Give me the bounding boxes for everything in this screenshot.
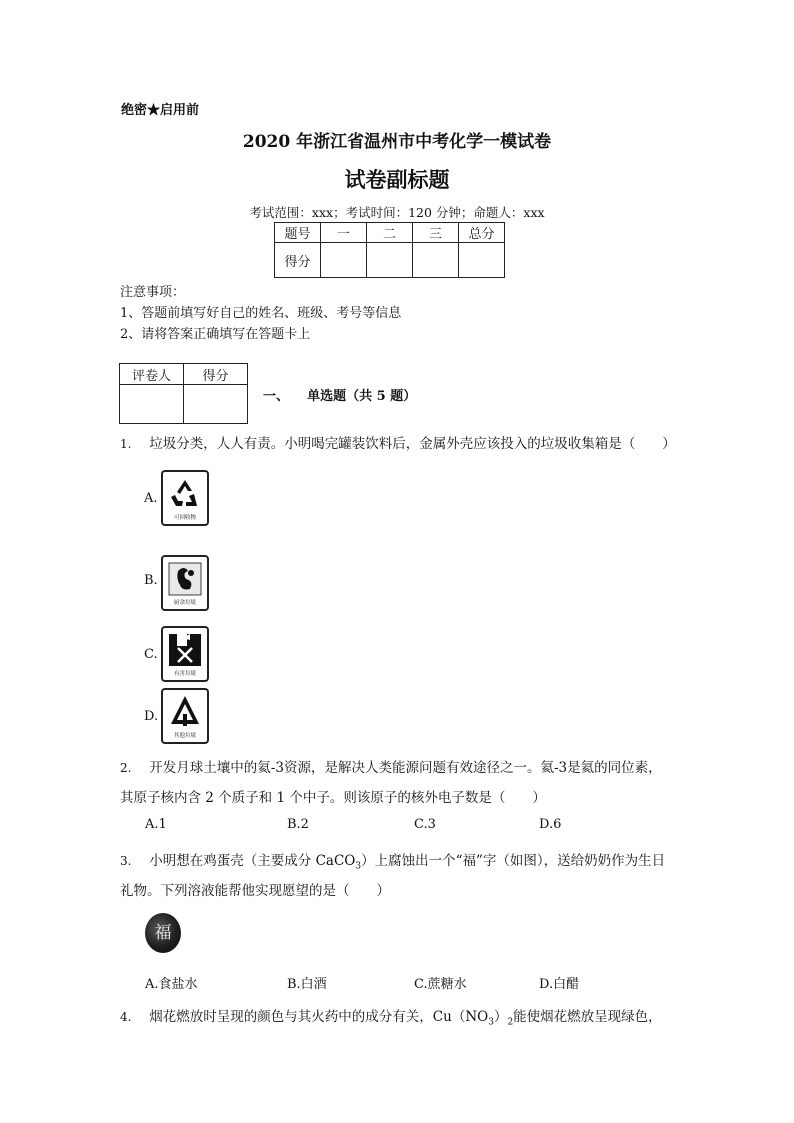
score-cell[interactable]: [367, 243, 413, 278]
question-number: 3.: [120, 854, 132, 868]
question-text-cont: ）上腐蚀出一个“福”字（如图），送给奶奶作为生日: [361, 853, 666, 869]
subscript: 3: [488, 1017, 494, 1028]
score-row-label: 得分: [275, 243, 321, 278]
score-cell[interactable]: [321, 243, 367, 278]
choice-c[interactable]: C.3: [414, 817, 436, 832]
hazardous-waste-bin-icon[interactable]: [161, 626, 209, 682]
choice-d[interactable]: D.6: [539, 817, 562, 832]
kitchen-waste-bin-icon[interactable]: [161, 555, 209, 611]
section-number: 一、: [263, 389, 290, 404]
question-2: [120, 756, 662, 776]
choice-b[interactable]: B.白酒: [287, 977, 327, 992]
score-header-cell: 二: [367, 223, 413, 243]
note-item: 1、答题前填写好自己的姓名、班级、考号等信息: [120, 306, 402, 321]
question-text: 垃圾分类，人人有责。小明喝完罐装饮料后，金属外壳应该投入的垃圾收集箱是（ ）: [149, 436, 676, 452]
question-2-line2: 其原子核内含 2 个质子和 1 个中子。则该原子的核外电子数是（ ）: [120, 790, 546, 806]
choice-d[interactable]: D.白醋: [539, 977, 580, 992]
recycle-bin-icon[interactable]: [161, 470, 209, 526]
exam-subtitle: 试卷副标题: [344, 167, 450, 192]
grader-header-cell: 得分: [184, 364, 248, 385]
question-number: 2.: [120, 761, 132, 775]
section-title: 单选题（共 5 题）: [307, 389, 417, 404]
question-text: 小明想在鸡蛋壳（主要成分 CaCO: [149, 853, 356, 869]
option-a-label: A.: [144, 491, 158, 506]
bin-caption: 有害垃圾: [173, 671, 197, 677]
exam-info: 考试范围：xxx；考试时间：120 分钟；命题人：xxx: [249, 205, 545, 220]
note-item: 2、请将答案正确填写在答题卡上: [120, 327, 311, 342]
score-header-cell: 总分: [459, 223, 505, 243]
question-4: [120, 1005, 662, 1028]
question-3-line2: 礼物。下列溶液能帮他实现愿望的是（ ）: [120, 883, 390, 899]
subscript: 3: [355, 861, 362, 872]
question-text: 开发月球土壤中的氦-3资源，是解决人类能源问题有效途径之一。氦-3是氦的同位素，: [149, 760, 662, 776]
option-c-label: C.: [144, 647, 158, 662]
question-number: 4.: [120, 1010, 132, 1024]
score-header-cell: 一: [321, 223, 367, 243]
subscript: 2: [507, 1017, 514, 1028]
score-header-cell: 题号: [275, 223, 321, 243]
confidential-label: 绝密★启用前: [121, 103, 200, 118]
other-waste-bin-icon[interactable]: [161, 688, 209, 744]
question-text: 烟花燃放时呈现的颜色与其火药中的成分有关，Cu（NO: [149, 1009, 489, 1025]
question-3: [120, 849, 665, 872]
score-cell[interactable]: [413, 243, 459, 278]
bin-caption: 可回收物: [173, 515, 197, 521]
score-cell[interactable]: [459, 243, 505, 278]
bin-caption: 其他垃圾: [173, 733, 197, 739]
option-d-label: D.: [144, 709, 159, 724]
grader-cell[interactable]: [120, 385, 184, 424]
exam-title: 2020 年浙江省温州市中考化学一模试卷: [242, 132, 552, 152]
question-text-cont: 能使烟花燃放呈现绿色，: [513, 1009, 662, 1025]
grader-cell[interactable]: [184, 385, 248, 424]
score-header-cell: 三: [413, 223, 459, 243]
question-text-cont: ）: [493, 1009, 508, 1025]
choice-a[interactable]: A.1: [145, 817, 167, 832]
grader-header-cell: 评卷人: [120, 364, 184, 385]
bin-caption: 厨余垃圾: [173, 600, 197, 606]
score-table: [274, 222, 505, 278]
section-heading: [263, 385, 416, 404]
fu-character: 福: [154, 923, 172, 943]
notes-heading: 注意事项：: [120, 285, 186, 300]
question-number: 1.: [120, 437, 132, 451]
choice-b[interactable]: B.2: [287, 817, 309, 832]
choice-c[interactable]: C.蔗糖水: [414, 977, 467, 992]
option-b-label: B.: [144, 573, 158, 588]
choice-a[interactable]: A.食盐水: [145, 977, 198, 992]
question-1: [120, 432, 676, 452]
grader-table: [119, 363, 248, 424]
